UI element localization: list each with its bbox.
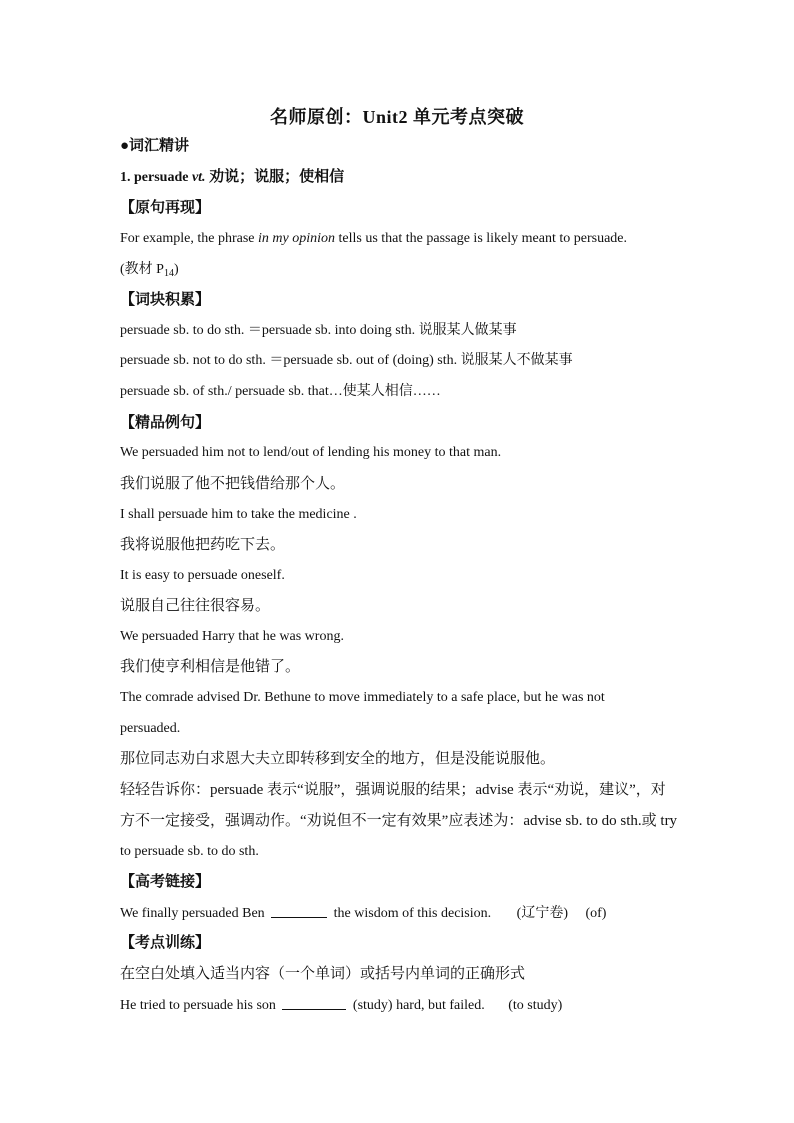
heading-examples: 【精品例句】 (120, 415, 211, 431)
source-page: 14 (163, 268, 174, 279)
tip-line: to persuade sb. to do sth. (120, 844, 259, 859)
answer-blank[interactable] (282, 995, 346, 1010)
answer-blank[interactable] (271, 903, 327, 918)
source-close: ) (173, 262, 179, 277)
section-heading: ●词汇精讲 (120, 138, 190, 154)
gaokao-source: (辽宁卷) (516, 906, 568, 921)
original-source (120, 260, 708, 284)
gaokao-text-start: We finally persuaded Ben (120, 906, 269, 921)
heading-chunks: 【词块积累】 (120, 292, 211, 308)
gaokao-question (120, 903, 708, 924)
original-text-italic: in my opinion (258, 231, 336, 246)
training-answer: (to study) (508, 998, 563, 1013)
chunk-item: persuade sb. of sth./ persuade sb. that…使某人相信…… (120, 384, 441, 399)
original-text-end: tells us that the passage is likely meant to persuade. (335, 231, 627, 246)
page-title: 名师原创：Unit2 单元考点突破 (269, 107, 524, 127)
gaokao-answer: (of) (585, 906, 607, 921)
gaokao-text-end: the wisdom of this decision. (330, 906, 492, 921)
example-zh: 那位同志劝白求恩大夫立即转移到安全的地方，但是没能说服他。 (120, 751, 556, 767)
training-text-start: He tried to persuade his son (120, 998, 280, 1013)
chunk-item: persuade sb. to do sth. ＝persuade sb. into doing sth. 说服某人做某事 (120, 323, 517, 338)
heading-original-sentence: 【原句再现】 (120, 200, 211, 216)
original-text-start: For example, the phrase (120, 231, 259, 246)
tip-line: 方不一定接受，强调动作。“劝说但不一定有效果”应表述为：advise sb. to do sth.或 try (120, 813, 678, 829)
heading-gaokao: 【高考链接】 (120, 874, 211, 890)
vocab-entry (120, 167, 708, 188)
entry-meaning: 劝说；说服；使相信 (209, 169, 345, 185)
training-question (120, 995, 708, 1016)
example-en: We persuaded Harry that he was wrong. (120, 629, 344, 644)
training-text-end: (study) hard, but failed. (349, 998, 485, 1013)
example-zh: 我们说服了他不把钱借给那个人。 (120, 476, 346, 492)
example-en: The comrade advised Dr. Bethune to move immediately to a safe place, but he was not (120, 690, 605, 705)
example-en-cont: persuaded. (120, 721, 181, 736)
entry-word: 1. persuade (120, 170, 189, 185)
example-zh: 我将说服他把药吃下去。 (120, 537, 286, 553)
source-label: (教材 P (120, 262, 164, 277)
entry-pos: vt. (191, 170, 206, 185)
example-en: I shall persuade him to take the medicine . (120, 507, 357, 522)
example-en: We persuaded him not to lend/out of lending his money to that man. (120, 445, 502, 460)
example-en: It is easy to persuade oneself. (120, 568, 285, 583)
training-instruction: 在空白处填入适当内容（一个单词）或括号内单词的正确形式 (120, 966, 526, 982)
example-zh: 我们使亨利相信是他错了。 (120, 659, 301, 675)
heading-training: 【考点训练】 (120, 935, 211, 951)
tip-line: 轻轻告诉你：persuade 表示“说服”，强调说服的结果；advise 表示“劝说，建议”，对 (120, 782, 666, 798)
example-zh: 说服自己往往很容易。 (120, 598, 271, 614)
chunk-item: persuade sb. not to do sth. ＝persuade sb. out of (doing) sth. 说服某人不做某事 (120, 353, 573, 368)
original-sentence (120, 229, 708, 249)
